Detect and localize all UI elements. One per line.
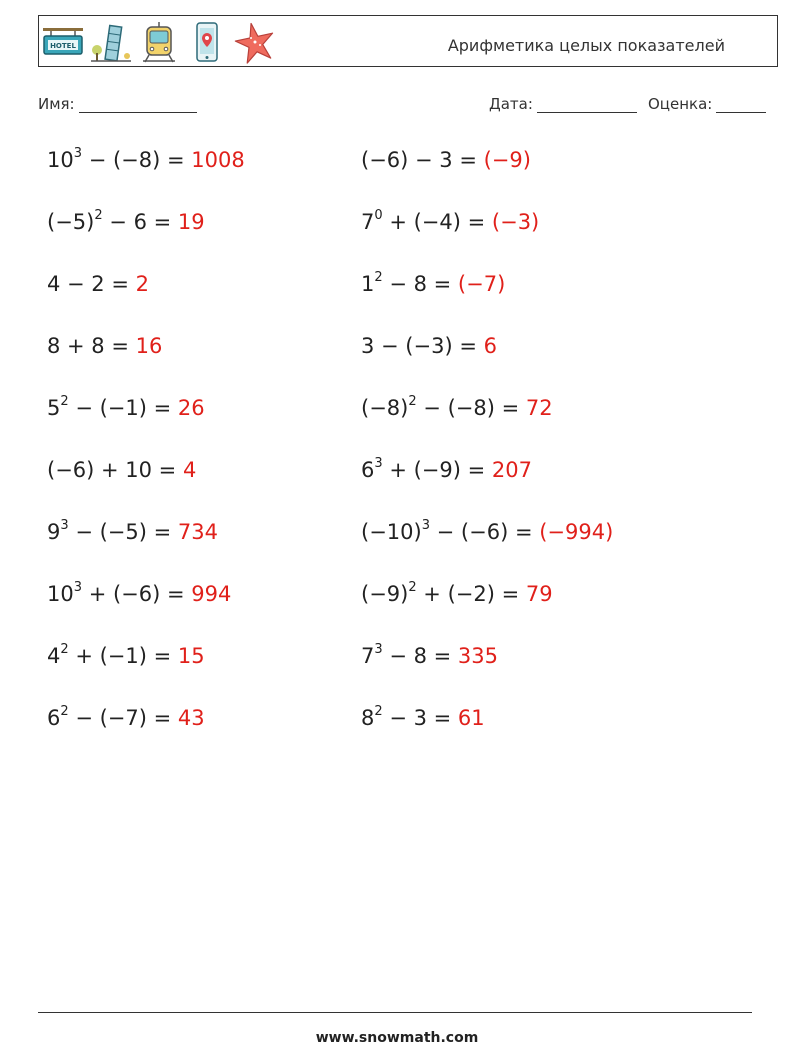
- footer-divider: [38, 1012, 752, 1013]
- problem-expression: − (−1) =: [68, 396, 178, 420]
- problem-exponent: 3: [374, 642, 383, 657]
- problem-item: [47, 148, 245, 172]
- problem-item: [361, 148, 531, 172]
- date-blank[interactable]: [537, 98, 637, 113]
- problem-item: [361, 210, 539, 234]
- problem-item: [47, 334, 162, 358]
- problem-expression: + (−6) =: [82, 582, 192, 606]
- problem-exponent: 2: [408, 394, 417, 409]
- worksheet-header: [38, 15, 778, 67]
- score-label: Оценка:: [648, 95, 713, 113]
- problem-expression: + (−9) =: [382, 458, 492, 482]
- problem-expression: + (−1) =: [68, 644, 178, 668]
- problem-base: 8: [361, 706, 375, 730]
- problem-exponent: 3: [73, 146, 83, 161]
- problem-base: (−5): [47, 210, 95, 234]
- problem-exponent: 2: [60, 704, 69, 719]
- problem-base: 6: [47, 706, 61, 730]
- problem-item: [47, 644, 205, 668]
- problem-base: (−6) + 10 =: [47, 458, 183, 482]
- problem-base: (−6) − 3 =: [361, 148, 484, 172]
- problem-base: 10: [47, 582, 74, 606]
- starfish-icon: [233, 20, 277, 64]
- problem-answer: 1008: [191, 148, 245, 172]
- problem-expression: − (−7) =: [68, 706, 178, 730]
- problem-exponent: 2: [60, 642, 69, 657]
- problem-base: 4 − 2 =: [47, 272, 136, 296]
- problem-item: [47, 582, 231, 606]
- name-field[interactable]: [38, 95, 197, 113]
- problem-answer: 16: [135, 334, 163, 358]
- problem-item: [361, 396, 553, 420]
- problem-base: 3 − (−3) =: [361, 334, 484, 358]
- problem-item: [47, 520, 218, 544]
- hotel-sign-icon: [41, 20, 85, 64]
- problem-item: [361, 334, 497, 358]
- problem-base: (−10): [361, 520, 422, 544]
- problem-answer: 2: [135, 272, 149, 296]
- problem-item: [47, 706, 205, 730]
- problem-answer: 79: [525, 582, 553, 606]
- problem-answer: 335: [457, 644, 499, 668]
- problem-expression: − 8 =: [382, 272, 458, 296]
- problem-answer: 15: [177, 644, 205, 668]
- score-blank[interactable]: [716, 98, 766, 113]
- problem-exponent: 2: [60, 394, 69, 409]
- name-label: Имя:: [38, 95, 75, 113]
- problem-base: 10: [47, 148, 74, 172]
- problem-expression: − 6 =: [102, 210, 178, 234]
- problem-item: [361, 458, 532, 482]
- tram-icon: [137, 20, 181, 64]
- problem-answer: 43: [177, 706, 205, 730]
- problem-expression: + (−2) =: [416, 582, 526, 606]
- problem-answer: (−9): [483, 148, 531, 172]
- problem-base: 7: [361, 210, 375, 234]
- problem-item: [47, 458, 196, 482]
- problem-item: [47, 272, 149, 296]
- problem-base: 4: [47, 644, 61, 668]
- problem-exponent: 2: [374, 704, 383, 719]
- score-field[interactable]: [648, 95, 766, 113]
- problem-answer: 734: [177, 520, 218, 544]
- problem-answer: 4: [182, 458, 197, 482]
- leaning-tower-icon: [89, 20, 133, 64]
- problem-answer: 994: [191, 582, 232, 606]
- problem-base: 1: [361, 272, 375, 296]
- date-field[interactable]: [489, 95, 637, 113]
- name-blank[interactable]: [79, 98, 197, 113]
- problem-answer: 6: [483, 334, 497, 358]
- problem-base: 9: [47, 520, 61, 544]
- problem-exponent: 0: [374, 208, 383, 223]
- problem-answer: 61: [457, 706, 485, 730]
- problem-base: (−9): [361, 582, 409, 606]
- problem-answer: (−7): [457, 272, 506, 296]
- problem-base: (−8): [361, 396, 409, 420]
- problem-item: [361, 582, 553, 606]
- svg-text:HOTEL: HOTEL: [50, 42, 76, 50]
- icon-strip: [41, 20, 281, 64]
- problem-exponent: 3: [60, 518, 69, 533]
- problem-expression: − 8 =: [382, 644, 458, 668]
- problem-expression: − (−8) =: [82, 148, 192, 172]
- phone-location-icon: [185, 20, 229, 64]
- worksheet-title: Арифметика целых показателей: [447, 36, 725, 55]
- problem-item: [361, 272, 505, 296]
- problem-expression: − 3 =: [382, 706, 458, 730]
- problem-answer: 19: [177, 210, 205, 234]
- problem-answer: (−3): [491, 210, 540, 234]
- problem-item: [361, 706, 485, 730]
- problem-expression: − (−8) =: [416, 396, 526, 420]
- problem-exponent: 3: [73, 580, 83, 595]
- problem-exponent: 2: [408, 580, 417, 595]
- problem-item: [361, 520, 613, 544]
- date-label: Дата:: [489, 95, 533, 113]
- problem-exponent: 3: [421, 518, 430, 533]
- problem-exponent: 2: [94, 208, 103, 223]
- problem-answer: 72: [525, 396, 553, 420]
- problem-expression: − (−6) =: [429, 520, 540, 544]
- footer-site: www.snowmath.com: [315, 1030, 479, 1046]
- problem-exponent: 3: [374, 456, 383, 471]
- problem-answer: 207: [491, 458, 532, 482]
- problem-base: 6: [361, 458, 375, 482]
- problem-answer: 26: [177, 396, 205, 420]
- problem-base: 8 + 8 =: [47, 334, 136, 358]
- problem-answer: (−994): [539, 520, 614, 544]
- problem-base: 7: [361, 644, 375, 668]
- problem-exponent: 2: [374, 270, 383, 285]
- problem-base: 5: [47, 396, 61, 420]
- problem-item: [47, 210, 205, 234]
- problem-expression: − (−5) =: [68, 520, 178, 544]
- problem-item: [361, 644, 498, 668]
- problem-expression: + (−4) =: [382, 210, 492, 234]
- problem-item: [47, 396, 205, 420]
